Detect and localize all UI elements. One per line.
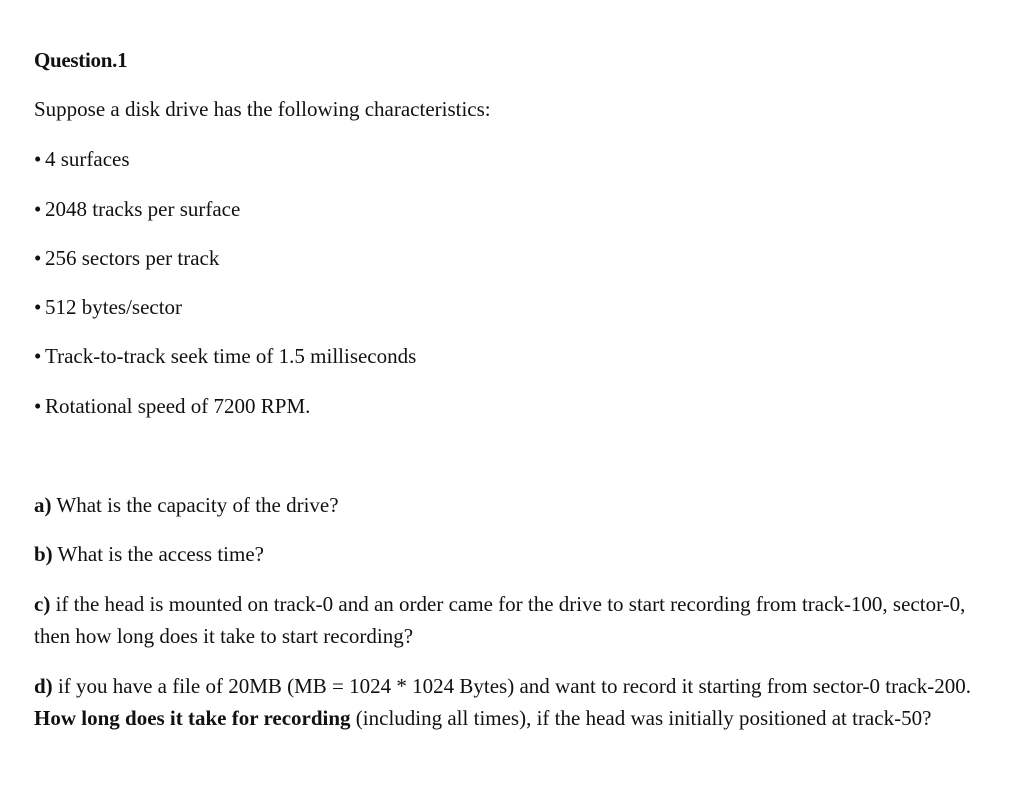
- question-a-text: What is the capacity of the drive?: [51, 493, 339, 517]
- question-d-emphasis: How long does it take for recording: [34, 706, 351, 730]
- question-d-text-1: if you have a file of 20MB (MB = 1024 * 1024 Bytes) and want to record it starting from sector-0 track-200.: [52, 674, 971, 698]
- question-title: Question.1: [34, 48, 128, 72]
- list-item: • 2048 tracks per surface: [34, 197, 241, 221]
- question-a-label: a): [34, 493, 52, 517]
- list-item: • Track-to-track seek time of 1.5 milliseconds: [34, 344, 417, 368]
- list-item: • Rotational speed of 7200 RPM.: [34, 394, 311, 418]
- intro-text: Suppose a disk drive has the following characteristics:: [34, 97, 491, 121]
- question-b: [34, 542, 264, 566]
- question-c: [34, 588, 984, 652]
- bullet-icon: •: [34, 344, 42, 368]
- question-d-text-2: (including all times), if the head was initially positioned at track-50?: [350, 706, 932, 730]
- list-item: • 4 surfaces: [34, 147, 130, 171]
- question-c-text: if the head is mounted on track-0 and an order came for the drive to start recording from track-100, sector-0, then how long does it take to start recording?: [34, 592, 966, 648]
- bullet-icon: •: [34, 246, 42, 270]
- bullet-icon: •: [34, 394, 42, 418]
- question-c-label: c): [34, 592, 51, 616]
- question-d-label: d): [34, 674, 53, 698]
- bullet-icon: •: [34, 295, 42, 319]
- list-item: • 512 bytes/sector: [34, 295, 183, 319]
- question-b-text: What is the access time?: [52, 542, 264, 566]
- question-b-label: b): [34, 542, 53, 566]
- list-item: • 256 sectors per track: [34, 246, 220, 270]
- question-d: [34, 670, 984, 734]
- question-a: [34, 493, 339, 517]
- bullet-icon: •: [34, 147, 42, 171]
- bullet-icon: •: [34, 197, 42, 221]
